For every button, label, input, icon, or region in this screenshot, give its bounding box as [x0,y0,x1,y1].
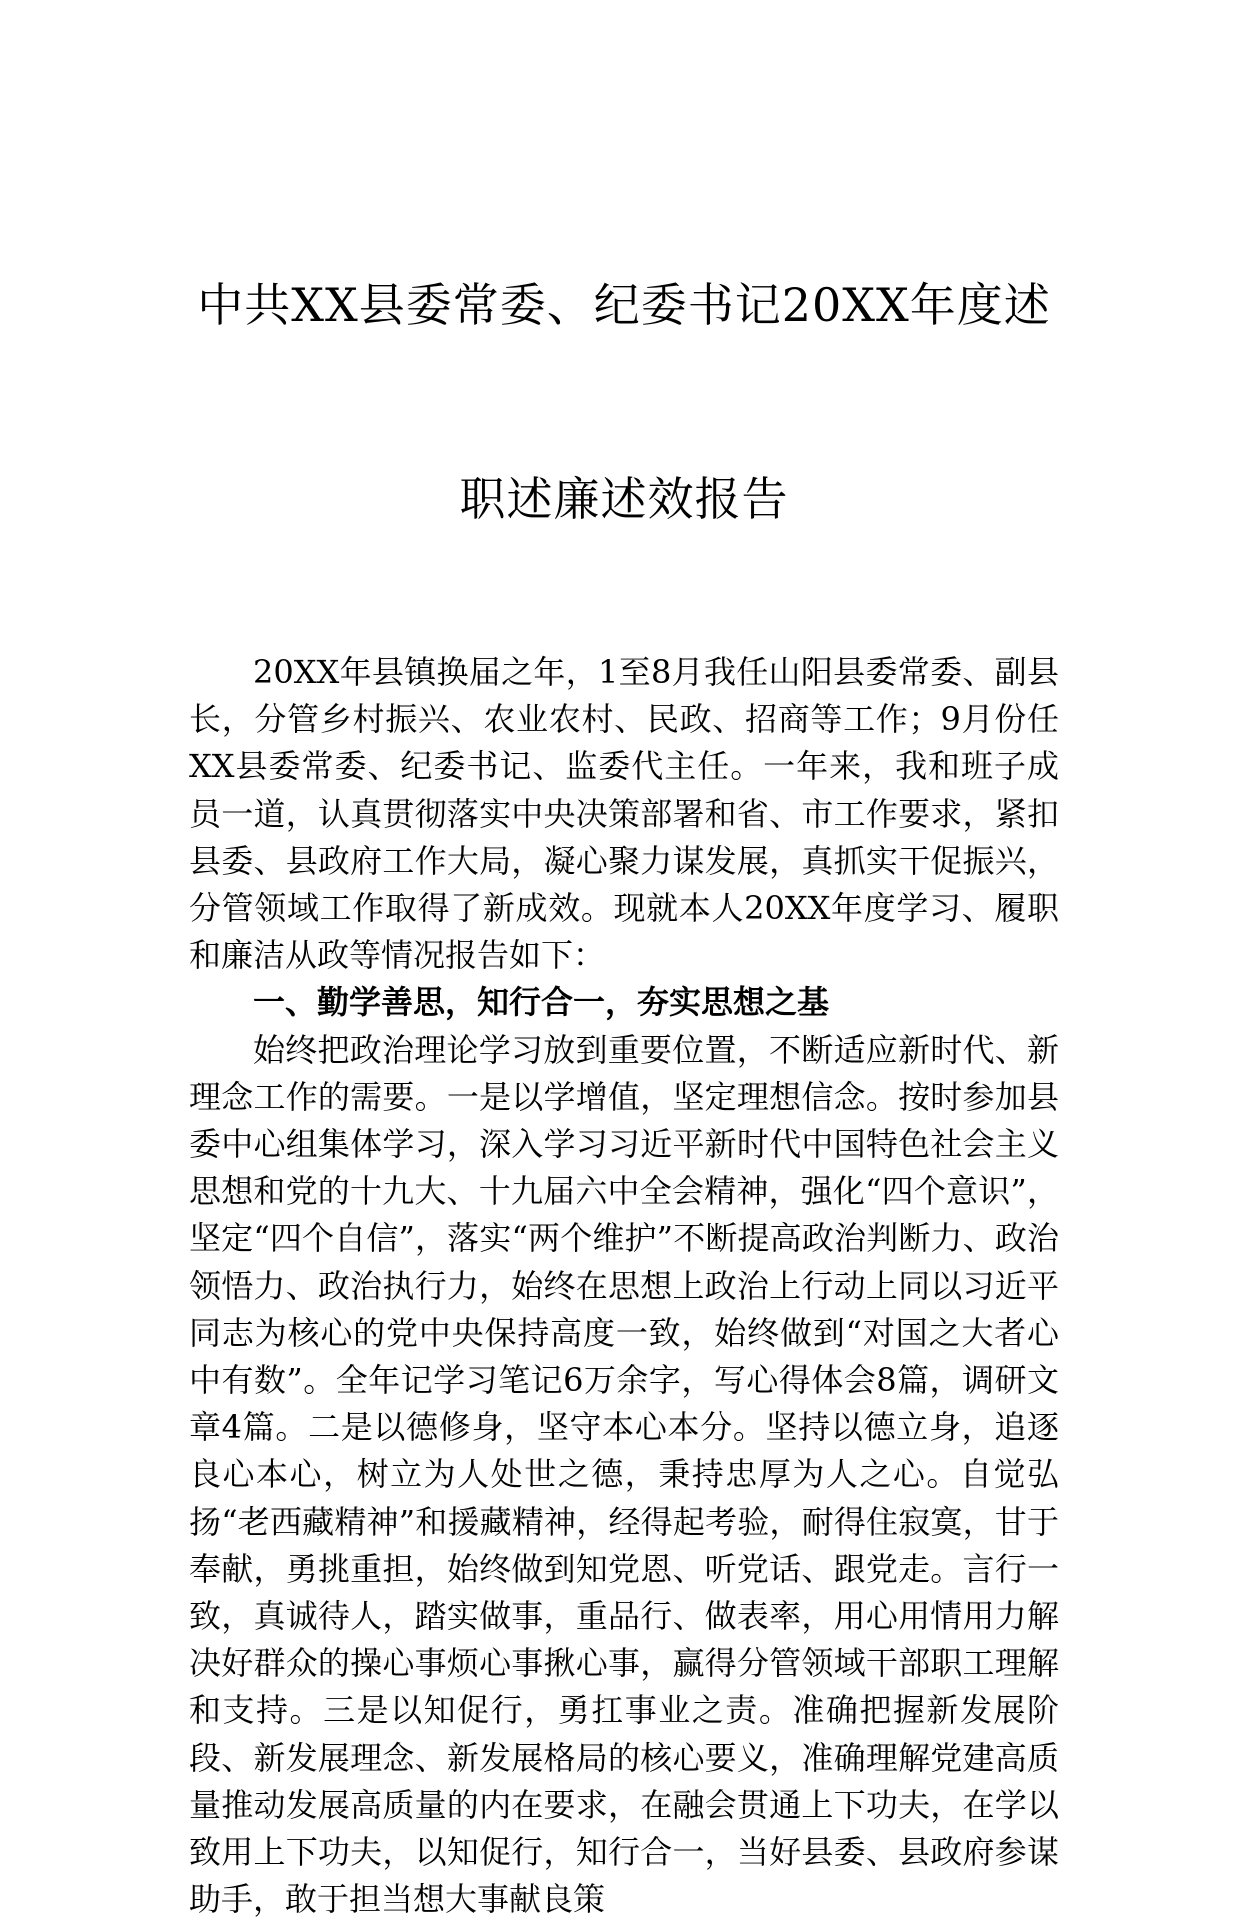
intro-paragraph: 20XX年县镇换届之年，1至8月我任山阳县委常委、副县长，分管乡村振兴、农业农村、民政、招商等工作；9月份任XX县委常委、纪委书记、监委代主任。一年来，我和班子成员一道，认真贯彻落实中央决策部署和省、市工作要求，紧扣县委、县政府工作大局，凝心聚力谋发展，真抓实干促振兴，分管领域工作取得了新成效。现就本人20XX年度学习、履职和廉洁从政等情况报告如下： [189,653,1059,975]
title-line-1: 中共XX县委常委、纪委书记20XX年度述 [197,278,1051,332]
report-text [189,649,1059,1923]
section-heading-1: 一、勤学善思，知行合一，夯实思想之基 [253,983,830,1022]
document-body [189,160,1059,1923]
title-line-2: 职述廉述效报告 [459,472,789,526]
section-1-paragraph: 始终把政治理论学习放到重要位置，不断适应新时代、新理念工作的需要。一是以学增值，坚定理想信念。按时参加县委中心组集体学习，深入学习习近平新时代中国特色社会主义思想和党的十九大、十九届六中全会精神，强化“四个意识”，坚定“四个自信”，落实“两个维护”不断提高政治判断力、政治领悟力、政治执行力，始终在思想上政治上行动上同以习近平同志为核心的党中央保持高度一致，始终做到“对国之大者心中有数”。全年记学习笔记6万余字，写心得体会8篇，调研文章4篇。二是以德修身，坚守本心本分。坚持以德立身，追逐良心本心，树立为人处世之德，秉持忠厚为人之心。自觉弘扬“老西藏精神”和援藏精神，经得起考验，耐得住寂寞，甘于奉献，勇挑重担，始终做到知党恩、听党话、跟党走。言行一致，真诚待人，踏实做事，重品行、做表率，用心用情用力解决好群众的操心事烦心事揪心事，赢得分管领域干部职工理解和支持。三是以知促行，勇扛事业之责。准确把握新发展阶段、新发展理念、新发展格局的核心要义，准确理解党建高质量推动发展高质量的内在要求，在融会贯通上下功夫，在学以致用上下功夫，以知促行，知行合一，当好县委、县政府参谋助手，敢于担当想大事献良策 [189,1030,1059,1919]
document-title [189,160,1059,645]
